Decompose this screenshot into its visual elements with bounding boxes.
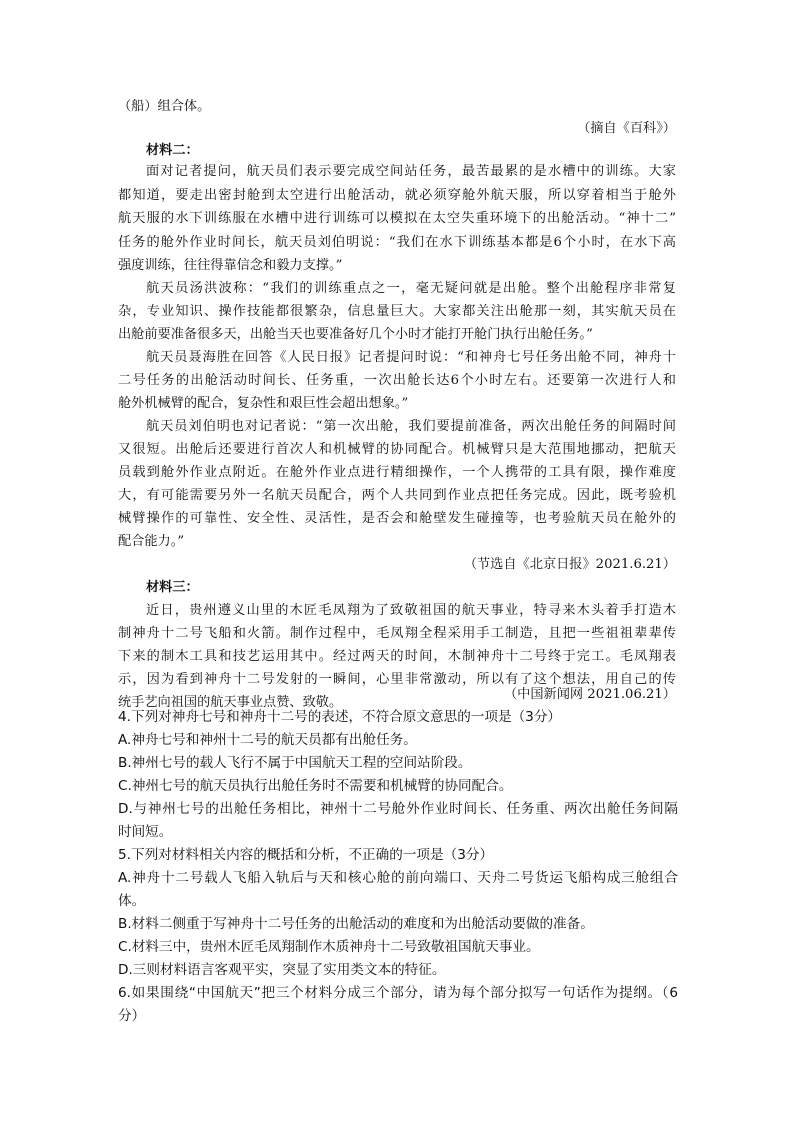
material2-line: 械臂操作的可靠性、安全性、灵活性，是否会和舱壁发生碰撞等，也考验航天员在舱外的 xyxy=(118,511,676,526)
material3-line: 制神舟十二号飞船和火箭。制作过程中，毛凤翔全程采用手工制造，且把一些祖祖辈辈传 xyxy=(118,626,676,641)
question-4-option-b: B.神州七号的载人飞行不属于中国航天工程的空间站阶段。 xyxy=(118,755,472,771)
question-4-option-c: C.神州七号的航天员执行出舱任务时不需要和机械臂的协同配合。 xyxy=(118,778,513,794)
material2-line: 任务的舱外作业时间长，航天员刘伯明说：“我们在水下训练基本都是6个小时，在水下高 xyxy=(118,235,676,250)
question-6: 6.如果围绕“中国航天”把三个材料分成三个部分，请为每个部分拟写一句话作为提纲。（6 xyxy=(118,985,678,1001)
material3-source: （中国新闻网 2021.06.21） xyxy=(503,687,676,702)
material3-line: 近日，贵州遵义山里的木匠毛凤翔为了致敬祖国的航天事业，特寻来木头着手打造木 xyxy=(146,603,676,618)
material2-line: 航天员刘伯明也对记者说：“第一次出舱，我们要提前准备，两次出舱任务的间隔时间 xyxy=(146,419,676,434)
material2-line: 强度训练，往往得靠信念和毅力支撑。” xyxy=(118,258,343,273)
material3-line: 下来的制木工具和技艺运用其中。经过两天的时间，木制神舟十二号终于完工。毛凤翔表 xyxy=(118,649,676,664)
material2-line: 出舱前要准备很多天，出舱当天也要准备好几个小时才能打开舱门执行出舱任务。” xyxy=(118,327,593,342)
material2-line: 航天服的水下训练服在水槽中进行训练可以模拟在太空失重环境下的出舱活动。“神十二” xyxy=(118,211,676,226)
material2-heading: 材料二： xyxy=(146,143,199,158)
question-5: 5.下列对材料相关内容的概括和分析，不正确的一项是（3分） xyxy=(118,847,494,863)
material2-line: 杂，专业知识、操作技能都很繁杂，信息量巨大。大家都关注出舱那一刻，其实航天员在 xyxy=(118,304,676,319)
material2-line: 大，有可能需要另外一名航天员配合，两个人共同到作业点把任务完成。因此，既考验机 xyxy=(118,488,676,503)
material2-line: 都知道，要走出密封舱到太空进行出舱活动，就必须穿舱外航天服，所以穿着相当于舱外 xyxy=(118,188,676,203)
question-5-option-a-cont: 体。 xyxy=(118,893,146,909)
question-5-option-c: C.材料三中，贵州木匠毛凤翔制作木质神舟十二号致敬祖国航天事业。 xyxy=(118,939,540,955)
question-5-option-b: B.材料二侧重于写神舟十二号任务的出舱活动的难度和为出舱活动要做的准备。 xyxy=(118,916,594,932)
question-5-option-d: D.三则材料语言客观平实，突显了实用类文本的特征。 xyxy=(118,962,446,978)
question-5-option-a: A.神舟十二号载人飞船入轨后与天和核心舱的前向端口、天舟二号货运飞船构成三舱组合 xyxy=(118,870,678,886)
material2-line: 员载到舱外作业点附近。在舱外作业点进行精细操作，一个人携带的工具有限，操作难度 xyxy=(118,465,676,480)
question-4: 4.下列对神舟七号和神舟十二号的表述，不符合原文意思的一项是（3分） xyxy=(118,709,562,725)
material2-line: 又很短。出舱后还要进行首次人和机械臂的协同配合。机械臂只是大范围地挪动，把航天 xyxy=(118,442,676,457)
material1-tail: （船）组合体。 xyxy=(118,99,211,114)
question-6-cont: 分） xyxy=(118,1008,146,1024)
question-4-option-d-cont: 时间短。 xyxy=(118,824,173,840)
material2-line: 二号任务的出舱活动时间长、任务重，一次出舱长达6个小时左右。还要第一次进行人和 xyxy=(118,373,676,388)
material3-line: 示，因为看到神舟十二号发射的一瞬间，心里非常激动，所以有了这个想法，用自己的传 xyxy=(118,672,676,687)
material2-line: 面对记者提问，航天员们表示要完成空间站任务，最苦最累的是水槽中的训练。大家 xyxy=(146,164,676,179)
material3-heading: 材料三： xyxy=(146,580,199,595)
material3-line: 统手艺向祖国的航天事业点赞、致敬。 xyxy=(118,695,343,710)
material2-line: 航天员汤洪波称：“我们的训练重点之一，毫无疑问就是出舱。整个出舱程序非常复 xyxy=(146,281,676,296)
material2-line: 舱外机械臂的配合，复杂性和艰巨性会超出想象。” xyxy=(118,396,409,411)
material2-line: 航天员聂海胜在回答《人民日报》记者提问时说：“和神舟七号任务出舱不同，神舟十 xyxy=(146,350,676,365)
question-4-option-a: A.神舟七号和神州十二号的航天员都有出舱任务。 xyxy=(118,732,417,748)
material2-source: （节选自《北京日报》2021.6.21） xyxy=(463,557,676,572)
material2-line: 配合能力。” xyxy=(118,534,185,549)
question-4-option-d: D.与神州七号的出舱任务相比，神州十二号舱外作业时间长、任务重、两次出舱任务间隔 xyxy=(118,801,678,817)
material1-source: （摘自《百科》） xyxy=(577,121,676,136)
